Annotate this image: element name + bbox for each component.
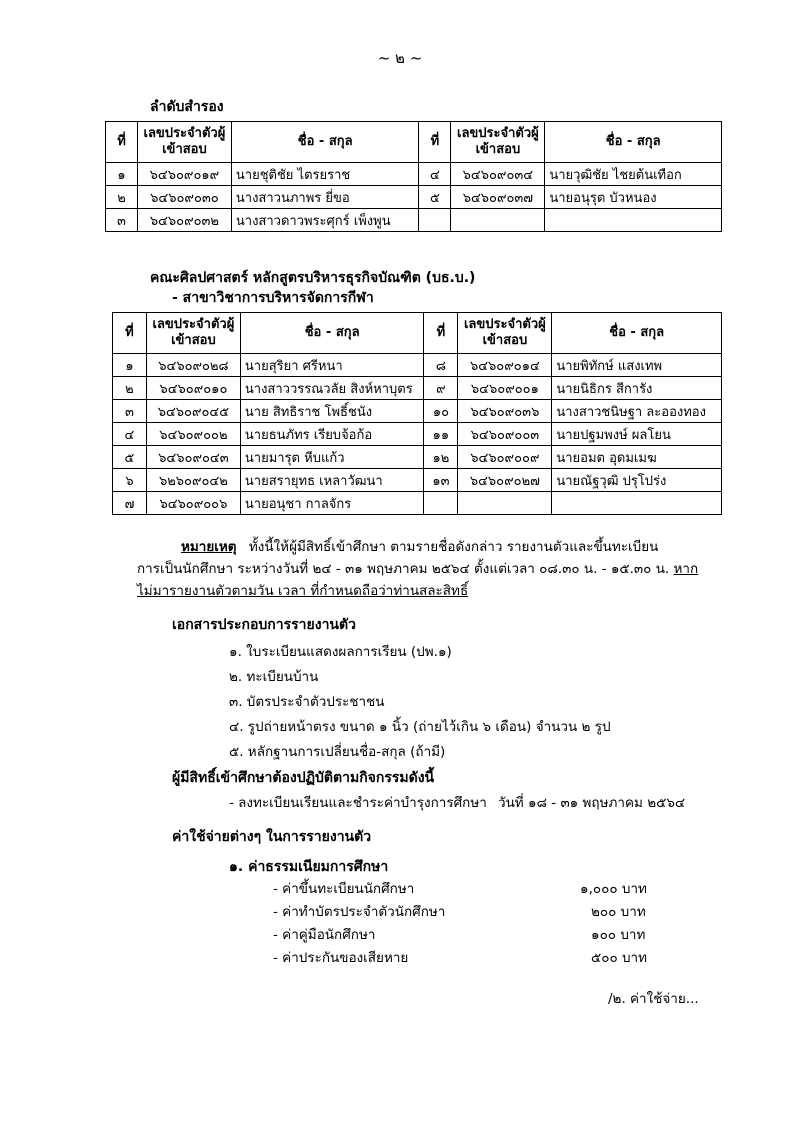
col-name: ชื่อ - สกุล bbox=[231, 122, 419, 163]
table-row bbox=[113, 377, 722, 400]
activity-item: - ลงทะเบียนเรียนและชำระค่าบำรุงการศึกษา bbox=[229, 795, 487, 811]
row-name: นายอมต อุดมเมฆ bbox=[552, 446, 722, 469]
row-id: ๖๔๖๐๙๐๔๕ bbox=[146, 400, 240, 423]
row-id: ๖๔๖๐๙๐๐๓ bbox=[458, 423, 552, 446]
row-no: ๙ bbox=[424, 377, 458, 400]
row-id: ๖๔๖๐๙๐๑๙ bbox=[137, 163, 231, 186]
expenses-title: ค่าใช้จ่ายต่างๆ ในการรายงานตัว bbox=[172, 829, 372, 845]
row-id: ๖๔๖๐๙๐๒๗ bbox=[458, 469, 552, 492]
row-id: ๖๔๖๐๙๐๓๔ bbox=[451, 163, 545, 186]
row-no bbox=[419, 209, 451, 232]
row-name: นางสาววรรณวลัย สิงห์หาบุตร bbox=[240, 377, 424, 400]
row-id: ๖๔๖๐๙๐๐๑ bbox=[458, 377, 552, 400]
row-name: นายธนภัทร เรียบจ้อก้อ bbox=[240, 423, 424, 446]
table-row bbox=[113, 492, 722, 515]
table-row bbox=[106, 163, 722, 186]
table-row bbox=[113, 423, 722, 446]
admission-table bbox=[112, 312, 722, 515]
row-no: ๒ bbox=[106, 186, 138, 209]
row-id bbox=[451, 209, 545, 232]
remark-text-3-underlined: ไม่มารายงานตัวตามวัน เวลา ที่กำหนดถือว่าท่านสละสิทธิ์ bbox=[137, 583, 469, 599]
row-no: ๑๑ bbox=[424, 423, 458, 446]
remark-line-2 bbox=[137, 558, 717, 580]
row-name: นางสาวชนิษฐา ละอองทอง bbox=[552, 400, 722, 423]
row-name: นายพิทักษ์ แสงเทพ bbox=[552, 354, 722, 377]
document-item: ๔. รูปถ่ายหน้าตรง ขนาด ๑ นิ้ว (ถ่ายไว้เกิน ๖ เดือน) จำนวน ๒ รูป bbox=[229, 719, 611, 735]
col-name: ชื่อ - สกุล bbox=[240, 313, 424, 354]
row-name bbox=[552, 492, 722, 515]
row-name: นาย สิทธิราช โพธิ์ชนัง bbox=[240, 400, 424, 423]
row-no: ๗ bbox=[113, 492, 147, 515]
remark-text-1: ทั้งนี้ให้ผู้มีสิทธิ์เข้าศึกษา ตามรายชื่อดังกล่าว รายงานตัวและขึ้นทะเบียน bbox=[248, 539, 659, 555]
row-name: นายปฐมพงษ์ ผลโยน bbox=[552, 423, 722, 446]
faculty-title: คณะศิลปศาสตร์ หลักสูตรบริหารธุรกิจบัณฑิต (บธ.บ.) bbox=[150, 270, 476, 286]
row-no: ๕ bbox=[419, 186, 451, 209]
fee-label: - ค่าทำบัตรประจำตัวนักศึกษา bbox=[273, 904, 446, 920]
row-no: ๓ bbox=[113, 400, 147, 423]
expenses-subtitle: ๑. ค่าธรรมเนียมการศึกษา bbox=[229, 859, 389, 875]
page-number: ~ ๒ ~ bbox=[377, 49, 423, 67]
remark-line-1 bbox=[137, 536, 717, 558]
activities-title: ผู้มีสิทธิ์เข้าศึกษาต้องปฏิบัติตามกิจกรรมดังนี้ bbox=[172, 770, 435, 786]
row-no: ๒ bbox=[113, 377, 147, 400]
remark-text-2: การเป็นนักศึกษา ระหว่างวันที่ ๒๔ - ๓๑ พฤษภาคม ๒๕๖๔ ตั้งแต่เวลา ๐๘.๓๐ น. - ๑๕.๓๐ น. bbox=[137, 561, 670, 577]
continuation-note: /๒. ค่าใช้จ่าย... bbox=[608, 991, 699, 1007]
fee-label: - ค่าคู่มือนักศึกษา bbox=[273, 927, 376, 943]
document-item: ๒. ทะเบียนบ้าน bbox=[229, 669, 319, 685]
row-name: นายนิธิกร สีการัง bbox=[552, 377, 722, 400]
col-name: ชื่อ - สกุล bbox=[552, 313, 722, 354]
fee-label: - ค่าประกันของเสียหาย bbox=[273, 950, 409, 966]
row-id: ๖๔๖๐๙๐๓๐ bbox=[137, 186, 231, 209]
remark-label: หมายเหตุ bbox=[181, 539, 237, 555]
document-item: ๕. หลักฐานการเปลี่ยนชื่อ-สกุล (ถ้ามี) bbox=[229, 744, 446, 760]
table-row bbox=[113, 354, 722, 377]
table-row bbox=[113, 446, 722, 469]
col-no: ที่ bbox=[424, 313, 458, 354]
fee-amount: ๑๐๐ บาท bbox=[591, 927, 646, 943]
table-row bbox=[113, 469, 722, 492]
documents-title: เอกสารประกอบการรายงานตัว bbox=[172, 617, 356, 633]
fee-amount: ๑,๐๐๐ บาท bbox=[580, 881, 647, 897]
col-id: เลขประจำตัวผู้เข้าสอบ bbox=[137, 122, 231, 163]
row-no bbox=[424, 492, 458, 515]
reserve-list-title: ลำดับสำรอง bbox=[150, 99, 224, 115]
table-row bbox=[106, 209, 722, 232]
row-no: ๔ bbox=[419, 163, 451, 186]
row-id: ๖๔๖๐๙๐๓๖ bbox=[458, 400, 552, 423]
row-no: ๔ bbox=[113, 423, 147, 446]
row-id: ๖๔๖๐๙๐๑๐ bbox=[146, 377, 240, 400]
reserve-table bbox=[105, 121, 722, 232]
table-row bbox=[106, 186, 722, 209]
row-id: ๖๔๖๐๙๐๒๘ bbox=[146, 354, 240, 377]
row-no: ๑ bbox=[113, 354, 147, 377]
row-id: ๖๔๖๐๙๐๑๔ bbox=[458, 354, 552, 377]
activity-date: วันที่ ๑๘ - ๓๑ พฤษภาคม ๒๕๖๔ bbox=[498, 795, 686, 811]
table-header bbox=[106, 122, 722, 163]
row-id bbox=[458, 492, 552, 515]
row-no: ๓ bbox=[106, 209, 138, 232]
remark-block bbox=[137, 536, 717, 602]
row-no: ๑ bbox=[106, 163, 138, 186]
fee-amount: ๕๐๐ บาท bbox=[591, 950, 648, 966]
fee-label: - ค่าขึ้นทะเบียนนักศึกษา bbox=[273, 881, 415, 897]
row-name: นายณัฐวุฒิ ปรุโปร่ง bbox=[552, 469, 722, 492]
row-name: นายสรายุทธ เหลาวัฒนา bbox=[240, 469, 424, 492]
row-name: นายอนุชา กาลจักร bbox=[240, 492, 424, 515]
col-id: เลขประจำตัวผู้เข้าสอบ bbox=[146, 313, 240, 354]
col-id: เลขประจำตัวผู้เข้าสอบ bbox=[451, 122, 545, 163]
col-no: ที่ bbox=[419, 122, 451, 163]
col-no: ที่ bbox=[106, 122, 138, 163]
row-no: ๑๐ bbox=[424, 400, 458, 423]
row-id: ๖๔๖๐๙๐๐๖ bbox=[146, 492, 240, 515]
row-name bbox=[545, 209, 722, 232]
row-id: ๖๔๖๐๙๐๓๗ bbox=[451, 186, 545, 209]
row-no: ๘ bbox=[424, 354, 458, 377]
col-name: ชื่อ - สกุล bbox=[545, 122, 722, 163]
document-item: ๓. บัตรประจำตัวประชาชน bbox=[229, 694, 385, 710]
row-name: นายอนุรุต บัวหนอง bbox=[545, 186, 722, 209]
row-id: ๖๔๖๐๙๐๐๙ bbox=[458, 446, 552, 469]
row-no: ๑๒ bbox=[424, 446, 458, 469]
row-name: นายมารุต หีบแก้ว bbox=[240, 446, 424, 469]
row-id: ๖๔๖๐๙๐๔๓ bbox=[146, 446, 240, 469]
row-name: นายชุติชัย ไตรยราช bbox=[231, 163, 419, 186]
remark-text-2-underlined: หาก bbox=[673, 561, 699, 577]
row-id: ๖๔๖๐๙๐๓๒ bbox=[137, 209, 231, 232]
row-name: นางสาวนภาพร ยี่ขอ bbox=[231, 186, 419, 209]
row-no: ๑๓ bbox=[424, 469, 458, 492]
row-no: ๕ bbox=[113, 446, 147, 469]
document-item: ๑. ใบระเบียนแสดงผลการเรียน (ปพ.๑) bbox=[229, 644, 452, 660]
row-no: ๖ bbox=[113, 469, 147, 492]
major-title: - สาขาวิชาการบริหารจัดการกีฬา bbox=[172, 290, 374, 306]
col-id: เลขประจำตัวผู้เข้าสอบ bbox=[458, 313, 552, 354]
table-row bbox=[113, 400, 722, 423]
row-name: นางสาวดาวพระศุกร์ เพ็งพูน bbox=[231, 209, 419, 232]
row-id: ๖๔๖๐๙๐๐๒ bbox=[146, 423, 240, 446]
row-name: นายสุริยา ศรีหนา bbox=[240, 354, 424, 377]
fee-amount: ๒๐๐ บาท bbox=[591, 904, 646, 920]
row-id: ๖๒๖๐๙๐๔๒ bbox=[146, 469, 240, 492]
row-name: นายวุฒิชัย ไชยต้นเทือก bbox=[545, 163, 722, 186]
remark-line-3 bbox=[137, 580, 717, 602]
table-header bbox=[113, 313, 722, 354]
col-no: ที่ bbox=[113, 313, 147, 354]
